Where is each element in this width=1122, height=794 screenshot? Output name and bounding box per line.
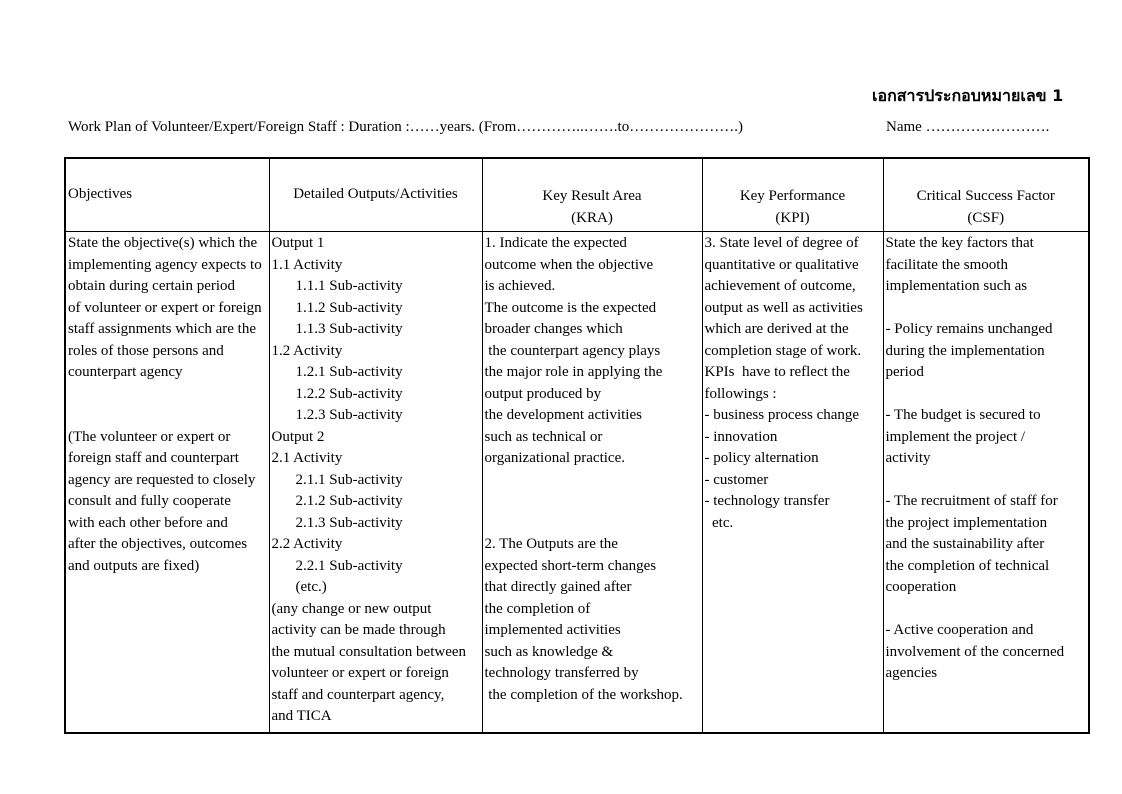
document-number-title: เอกสารประกอบหมายเลข 1 [872, 86, 1064, 105]
objectives-line: implementing agency expects to [68, 256, 262, 273]
blank-line [485, 470, 700, 492]
kra-line: is achieved. [484, 278, 556, 294]
csf-line: - Active cooperation and [885, 622, 1034, 638]
kpi-line: - innovation [704, 428, 778, 445]
csf-line: during the implementation [885, 342, 1045, 359]
objectives-line: with each other before and [68, 514, 228, 531]
kpi-line: - technology transfer [704, 493, 830, 509]
header-kra-label: Key Result Area [542, 188, 642, 204]
activity-line: 2.2 Activity [271, 536, 343, 552]
activity-line: Output 1 [271, 235, 325, 251]
kra-line: the completion of the workshop. [484, 686, 683, 703]
objectives-line: agency are requested to closely [68, 471, 256, 488]
csf-line: agencies [885, 665, 938, 681]
objectives-cell [65, 232, 269, 734]
csf-line: period [885, 364, 924, 380]
header-csf [883, 158, 1089, 232]
activity-line: 2.1.2 Sub-activity [295, 493, 403, 509]
kra-line: broader changes which [484, 321, 623, 337]
blank-line [886, 599, 1087, 621]
header-activities-label: Detailed Outputs/Activities [293, 186, 458, 202]
kra-line: implemented activities [484, 622, 621, 638]
kpi-line: achievement of outcome, [704, 278, 856, 294]
activity-line: 2.1 Activity [271, 450, 343, 466]
activity-line: 1.2.2 Sub-activity [295, 385, 403, 402]
blank-line [886, 298, 1087, 320]
csf-line: the project implementation [885, 514, 1048, 531]
csf-line: - Policy remains unchanged [885, 321, 1053, 337]
activity-line: staff and counterpart agency, [271, 686, 445, 703]
kpi-line: KPIs have to reflect the [704, 364, 850, 380]
csf-line: activity [885, 450, 931, 466]
blank-line [485, 513, 700, 535]
activity-line: Output 2 [271, 428, 325, 445]
kpi-line: completion stage of work. [704, 342, 862, 359]
kra-cell [482, 232, 702, 734]
objectives-line: consult and fully cooperate [68, 493, 231, 509]
kra-line: such as technical or [484, 428, 603, 445]
kra-line: the completion of [484, 600, 591, 617]
kra-line: the development activities [484, 407, 642, 423]
work-plan-table [64, 157, 1090, 734]
name-field-label: Name ……………………. [886, 119, 1050, 135]
kra-line: the counterpart agency plays [484, 342, 661, 359]
blank-line [68, 384, 267, 406]
activity-line: and TICA [271, 708, 332, 724]
activity-line: 1.2.1 Sub-activity [295, 364, 403, 380]
blank-line [886, 470, 1087, 492]
activity-line: activity can be made through [271, 622, 446, 638]
activity-line: (etc.) [295, 579, 327, 595]
kpi-line: output as well as activities [704, 299, 863, 316]
kpi-line: which are derived at the [704, 321, 849, 337]
kra-line: that directly gained after [484, 579, 632, 595]
kra-line: organizational practice. [484, 450, 625, 466]
kra-line: output produced by [484, 385, 602, 402]
kra-line: The outcome is the expected [484, 299, 657, 316]
objectives-line: after the objectives, outcomes [68, 536, 248, 552]
activity-line: 1.2 Activity [271, 342, 343, 359]
csf-line: involvement of the concerned [885, 643, 1065, 660]
header-objectives [65, 158, 269, 232]
activity-line: volunteer or expert or foreign [271, 665, 449, 681]
header-kra [482, 158, 702, 232]
csf-line: cooperation [885, 579, 957, 595]
kpi-line: - policy alternation [704, 450, 819, 466]
header-kpi-label: Key Performance [739, 188, 846, 204]
csf-line: State the key factors that [885, 235, 1034, 251]
activity-line: 1.1 Activity [271, 256, 343, 273]
header-kpi-abbrev: (KPI) [775, 210, 810, 226]
activity-line: 1.2.3 Sub-activity [295, 407, 403, 423]
activity-line: (any change or new output [271, 600, 432, 617]
csf-line: - The budget is secured to [885, 407, 1041, 423]
kra-line: expected short-term changes [484, 557, 657, 574]
objectives-line: obtain during certain period [68, 278, 236, 294]
csf-line: and the sustainability after [885, 536, 1045, 552]
table-body-row [65, 232, 1089, 734]
objectives-line: of volunteer or expert or foreign [68, 299, 262, 316]
kra-line: the major role in applying the [484, 364, 663, 380]
activity-line: the mutual consultation between [271, 643, 467, 660]
objectives-line: foreign staff and counterpart [68, 450, 239, 466]
header-csf-abbrev: (CSF) [967, 210, 1005, 226]
activity-line: 1.1.3 Sub-activity [295, 321, 403, 337]
kra-line: 1. Indicate the expected [484, 235, 627, 251]
header-objectives-label: Objectives [68, 186, 133, 202]
csf-line: facilitate the smooth [885, 256, 1008, 273]
csf-line: implement the project / [885, 428, 1026, 445]
header-csf-label: Critical Success Factor [916, 188, 1055, 204]
activity-line: 2.1.3 Sub-activity [295, 514, 403, 531]
kra-line: technology transferred by [484, 665, 639, 681]
objectives-line: counterpart agency [68, 364, 183, 380]
activity-line: 2.2.1 Sub-activity [295, 557, 403, 574]
kpi-line: etc. [704, 514, 734, 531]
csf-line: implementation such as [885, 278, 1028, 294]
blank-line [68, 405, 267, 427]
header-kpi [702, 158, 883, 232]
header-kra-abbrev: (KRA) [571, 210, 613, 226]
objectives-line: (The volunteer or expert or [68, 428, 231, 445]
blank-line [485, 491, 700, 513]
kpi-cell [702, 232, 883, 734]
kra-line: 2. The Outputs are the [484, 536, 618, 552]
kpi-line: 3. State level of degree of [704, 235, 859, 251]
csf-line: the completion of technical [885, 557, 1050, 574]
csf-cell [883, 232, 1089, 734]
work-plan-title: Work Plan of Volunteer/Expert/Foreign Staff : Duration :……years. (From…………..…….to………………….) [68, 119, 743, 135]
objectives-line: staff assignments which are the [68, 321, 257, 337]
activity-line: 1.1.2 Sub-activity [295, 299, 403, 316]
kpi-line: quantitative or qualitative [704, 256, 859, 273]
activity-line: 2.1.1 Sub-activity [295, 471, 403, 488]
kra-line: outcome when the objective [484, 256, 654, 273]
csf-line: - The recruitment of staff for [885, 493, 1058, 509]
activity-line: 1.1.1 Sub-activity [295, 278, 403, 294]
kpi-line: followings : [704, 385, 777, 402]
objectives-line: and outputs are fixed) [68, 557, 200, 574]
blank-line [886, 384, 1087, 406]
objectives-line: roles of those persons and [68, 342, 224, 359]
table-header-row [65, 158, 1089, 232]
activities-cell [269, 232, 482, 734]
objectives-line: State the objective(s) which the [68, 235, 258, 251]
kpi-line: - business process change [704, 407, 860, 423]
kpi-line: - customer [704, 471, 769, 488]
kra-line: such as knowledge & [484, 643, 614, 660]
header-activities [269, 158, 482, 232]
